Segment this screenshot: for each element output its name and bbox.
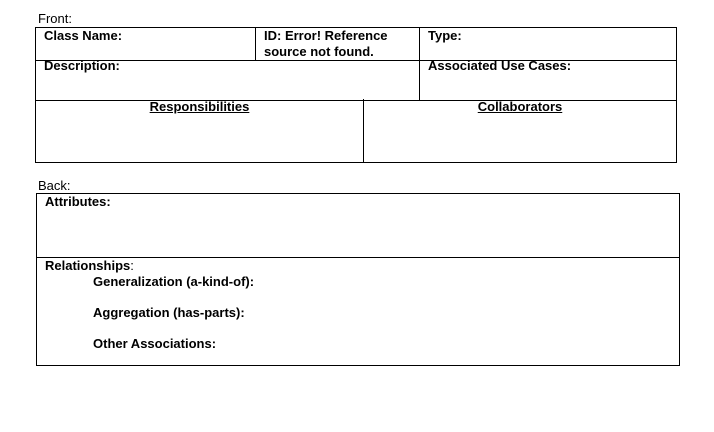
other-associations-line[interactable] bbox=[45, 336, 671, 360]
description-label: Description: bbox=[44, 58, 120, 73]
relationships-label: Relationships bbox=[45, 258, 131, 273]
id-label: ID: Error! Reference source not found. bbox=[264, 28, 388, 59]
collaborators-cell[interactable] bbox=[364, 99, 677, 162]
relationships-cell[interactable] bbox=[37, 258, 680, 366]
back-table bbox=[36, 193, 680, 366]
front-header-table bbox=[35, 27, 677, 61]
attributes-label: Attributes: bbox=[45, 194, 111, 209]
aggregation-line[interactable] bbox=[45, 305, 671, 336]
responsibilities-label: Responsibilities bbox=[149, 99, 250, 114]
front-responsibilities-table bbox=[35, 99, 677, 163]
associated-use-cases-cell[interactable] bbox=[420, 58, 677, 100]
attributes-cell[interactable] bbox=[37, 194, 680, 258]
back-section-label: Back: bbox=[38, 178, 71, 193]
class-name-label: Class Name: bbox=[44, 28, 123, 43]
other-associations-label: Other Associations: bbox=[93, 336, 217, 351]
class-name-cell[interactable] bbox=[36, 28, 256, 61]
type-label: Type: bbox=[428, 28, 462, 43]
generalization-line[interactable] bbox=[45, 274, 671, 305]
aggregation-label: Aggregation (has-parts): bbox=[93, 305, 245, 320]
associated-use-cases-label: Associated Use Cases: bbox=[428, 58, 572, 73]
relationships-colon: : bbox=[130, 258, 134, 273]
generalization-label: Generalization (a-kind-of): bbox=[93, 274, 255, 289]
description-cell[interactable] bbox=[36, 58, 420, 100]
type-cell[interactable] bbox=[420, 28, 677, 61]
collaborators-label: Collaborators bbox=[477, 99, 563, 114]
id-cell[interactable] bbox=[256, 28, 420, 61]
front-section-label: Front: bbox=[38, 11, 72, 26]
responsibilities-cell[interactable] bbox=[36, 99, 364, 162]
front-description-table bbox=[35, 58, 677, 101]
